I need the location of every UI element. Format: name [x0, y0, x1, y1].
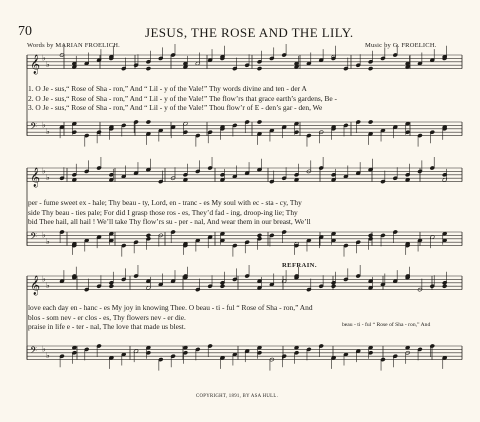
flat-icon: ♭ [46, 281, 50, 291]
bass-clef-icon: 𝄢 [30, 120, 38, 134]
lyric-line: bid Thee hail, all hail ! We’ll take Thy flow’rs su - per - nal, And wear them in our breast, We’ll [28, 217, 311, 226]
flat-icon: ♭ [46, 237, 50, 247]
note-head [368, 120, 373, 124]
page-number: 70 [18, 24, 32, 39]
lyric-line: per - fume sweet ex - hale; Thy beau - ty, Lord, en - tranc - es My soul with ec - sta - cy, Thy [28, 198, 302, 207]
note-head [146, 66, 151, 70]
note-head [220, 284, 225, 288]
flat-icon: ♭ [46, 173, 50, 183]
bass-clef-icon: 𝄢 [30, 230, 38, 244]
note-head [146, 233, 151, 237]
refrain-alt-lyric: beau - ti - ful “ Rose of Sha - ron,” And [342, 322, 431, 328]
flat-icon: ♭ [42, 166, 46, 176]
note-head [442, 284, 447, 288]
treble-clef-icon: 𝄞 [30, 54, 41, 75]
refrain-label: REFRAIN. [282, 262, 317, 269]
flat-icon: ♭ [46, 351, 50, 361]
note-head [331, 56, 336, 60]
flat-icon: ♭ [42, 230, 46, 240]
note-head [257, 233, 262, 237]
flat-icon: ♭ [46, 127, 50, 137]
note-head [146, 120, 151, 124]
flat-icon: ♭ [46, 60, 50, 70]
lyric-line: love each day en - hanc - es My joy in knowing Thee. O beau - ti - ful “ Rose of Sha - ron,” And [28, 303, 313, 312]
copyright-notice: COPYRIGHT, 1891, BY ASA HULL. [196, 394, 279, 399]
note-head [331, 284, 336, 288]
note-head [257, 120, 262, 124]
hymn-title: JESUS, THE ROSE AND THE LILY. [145, 25, 354, 40]
words-credit: Words by MARIAN FROELICH. [27, 42, 120, 49]
lyrics-system-1 [28, 84, 468, 113]
flat-icon: ♭ [42, 344, 46, 354]
bass-clef-icon: 𝄢 [30, 344, 38, 358]
note-head [257, 66, 262, 70]
lyric-line: side Thy beau - ties pale; For did I grasp those ros - es, They’d fad - ing, droop-ing lie; Thy [28, 207, 298, 217]
lyric-line: 3. O Je - sus,“ Rose of Sha - ron,” And “ Lil - y of the Vale!” Thou flow’r of E - den’s gar - den, We [28, 103, 323, 112]
note-head [368, 66, 373, 70]
lyric-line: 2. O Je - sus,“ Rose of Sha - ron,” And “ Lil - y of the Vale!” The flow’rs that grace earth’s gardens, Be - [28, 93, 338, 103]
flat-icon: ♭ [42, 53, 46, 63]
treble-clef-icon: 𝄞 [30, 167, 41, 188]
lyrics-system-2 [28, 198, 468, 227]
lyric-line: 1. O Je - sus,“ Rose of Sha - ron,” And “ Lil - y of the Vale!” Thy words divine and ten - der A [28, 84, 307, 93]
note-head [109, 284, 114, 288]
music-credit: Music by G. FROELICH. [365, 42, 437, 49]
treble-clef-icon: 𝄞 [30, 275, 41, 296]
flat-icon: ♭ [42, 274, 46, 284]
lyric-line: praise in life e - ter - nal, The love that made us blest. [28, 322, 186, 331]
flat-icon: ♭ [42, 120, 46, 130]
lyric-line: blos - som nev - er clos - es, Thy flowers nev - er die. [28, 312, 186, 322]
